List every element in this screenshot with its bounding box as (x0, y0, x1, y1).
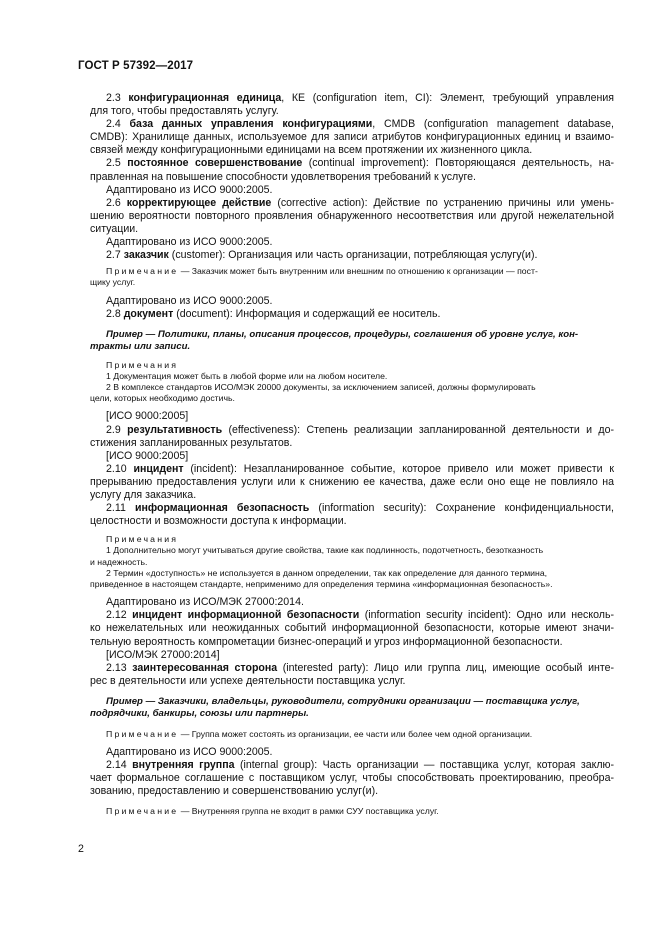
term-2-7: 2.7 заказчик (customer): Организация или часть организации, потребляющая услугу(и). (106, 249, 538, 262)
term-2-13-example-cont: подрядчики, банкиры, союзы или партнеры. (90, 708, 309, 720)
term-2-4-cont: CMDB): Хранилище данных, используемое для записи атрибутов конфигурационных единиц и взаимо- (90, 131, 614, 144)
term-2-3-cont: для того, чтобы предоставлять услугу. (90, 105, 279, 118)
term-2-12-cont: ко нежелательных или неожиданных событий информационной безопасности, которые имеют значи- (90, 622, 614, 635)
term-2-12-cont2: тельную вероятность компрометации бизнес-операций и угроз информационной безопасности. (90, 635, 563, 648)
term-2-7-note: Примечание — Заказчик может быть внутренним или внешним по отношению к организации — пост- (106, 266, 538, 277)
term-2-13-source: Адаптировано из ИСО 9000:2005. (106, 745, 273, 758)
term-2-13-example: Пример — Заказчики, владельцы, руководители, сотрудники организации — поставщика услуг, (106, 695, 580, 707)
term-2-9-source: [ИСО 9000:2005] (106, 449, 189, 462)
term-2-14-cont2: зованию, предоставлению и совершенствованию услуг(и). (90, 785, 379, 798)
term-2-11-note-2-cont: приведенное в настоящем стандарте, неприменимо для определения термина «информационная безопасность». (90, 579, 553, 590)
term-2-8-note-2-cont: цели, которых необходимо достичь. (90, 393, 235, 404)
term-2-5-source: Адаптировано из ИСО 9000:2005. (106, 183, 273, 196)
term-2-8-note-2: 2 В комплексе стандартов ИСО/МЭК 20000 документы, за исключением записей, должны формулировать (106, 382, 536, 393)
term-2-9: 2.9 результативность (effectiveness): Степень реализации запланированной деятельности и до- (106, 423, 614, 436)
term-2-9-cont: стижения запланированных результатов. (90, 436, 293, 449)
term-2-6: 2.6 корректирующее действие (corrective action): Действие по устранению причины или умень- (106, 196, 614, 209)
term-2-6-source: Адаптировано из ИСО 9000:2005. (106, 236, 273, 249)
term-2-8-example: Пример — Политики, планы, описания процессов, процедуры, соглашения об уровне услуг, кон- (106, 328, 579, 340)
term-2-11-source: Адаптировано из ИСО/МЭК 27000:2014. (106, 596, 304, 609)
term-2-6-cont2: ситуации. (90, 222, 139, 235)
term-2-11: 2.11 информационная безопасность (information security): Сохранение конфиденциальности, (106, 502, 614, 515)
term-2-10-cont: прерыванию предоставления услуги или к снижению ее качества, даже если оно еще не повлияло на (90, 475, 614, 488)
term-2-8-note-1: 1 Документация может быть в любой форме или на любом носителе. (106, 370, 388, 381)
term-2-10: 2.10 инцидент (incident): Незапланированное событие, которое привело или может привести к (106, 462, 614, 475)
term-2-7-source: Адаптировано из ИСО 9000:2005. (106, 294, 273, 307)
term-2-8: 2.8 документ (document): Информация и содержащий ее носитель. (106, 307, 441, 320)
term-2-10-cont2: услугу для заказчика. (90, 489, 197, 501)
term-2-12: 2.12 инцидент информационной безопасности (information security incident): Одно или несколь- (106, 609, 614, 622)
term-2-14-cont: чает формальное соглашение с поставщиком услуг, чтобы способствовать проектированию, преобра- (90, 772, 614, 785)
term-2-6-cont: шению вероятности повторного проявления обнаруженного несоответствия или другой нежелательной (90, 209, 614, 222)
term-2-11-note-1: 1 Дополнительно могут учитываться другие свойства, такие как подлинность, подотчетность, безотказность (106, 545, 544, 556)
term-2-12-source: [ИСО/МЭК 27000:2014] (106, 648, 220, 661)
term-2-5-cont: правленная на повышение способности удовлетворения требований к услуге. (90, 170, 476, 183)
term-2-14-note: Примечание — Внутренняя группа не входит в рамки СУУ поставщика услуг. (106, 806, 439, 817)
term-2-11-notes-label: Примечания (106, 534, 179, 545)
term-2-4-cont2: связей между конфигурационными единицами на всем протяжении их жизненного цикла. (90, 144, 533, 157)
term-2-13: 2.13 заинтересованная сторона (interested party): Лицо или группа лиц, имеющие особый инте- (106, 661, 614, 674)
page-number: 2 (78, 843, 84, 855)
standard-header: ГОСТ Р 57392—2017 (78, 60, 194, 72)
term-2-5: 2.5 постоянное совершенствование (continual improvement): Повторяющаяся деятельность, на- (106, 157, 614, 170)
term-2-11-cont: целостности и возможности доступа к информации. (90, 515, 347, 528)
term-2-7-note-cont: щику услуг. (90, 277, 136, 288)
document-body (90, 92, 614, 818)
term-2-8-source: [ИСО 9000:2005] (106, 410, 189, 423)
term-2-8-notes-label: Примечания (106, 359, 179, 370)
term-2-11-note-2: 2 Термин «доступность» не используется в данном определении, так как определение для данного термина, (106, 567, 548, 578)
term-2-4: 2.4 база данных управления конфигурациями, CMDB (configuration management database, (106, 118, 614, 131)
term-2-11-note-1-cont: и надежность. (90, 556, 148, 567)
term-2-14: 2.14 внутренняя группа (internal group): Часть организации — поставщика услуг, которая заклю- (106, 759, 614, 772)
term-2-3: 2.3 конфигурационная единица, КЕ (configuration item, CI): Элемент, требующий управления (106, 92, 614, 104)
term-2-13-cont: рес в деятельности или успехе деятельности поставщика услуг. (90, 674, 406, 687)
term-2-8-example-cont: тракты или записи. (90, 341, 191, 353)
term-2-13-note: Примечание — Группа может состоять из организации, ее части или более чем одной организации. (106, 728, 533, 739)
